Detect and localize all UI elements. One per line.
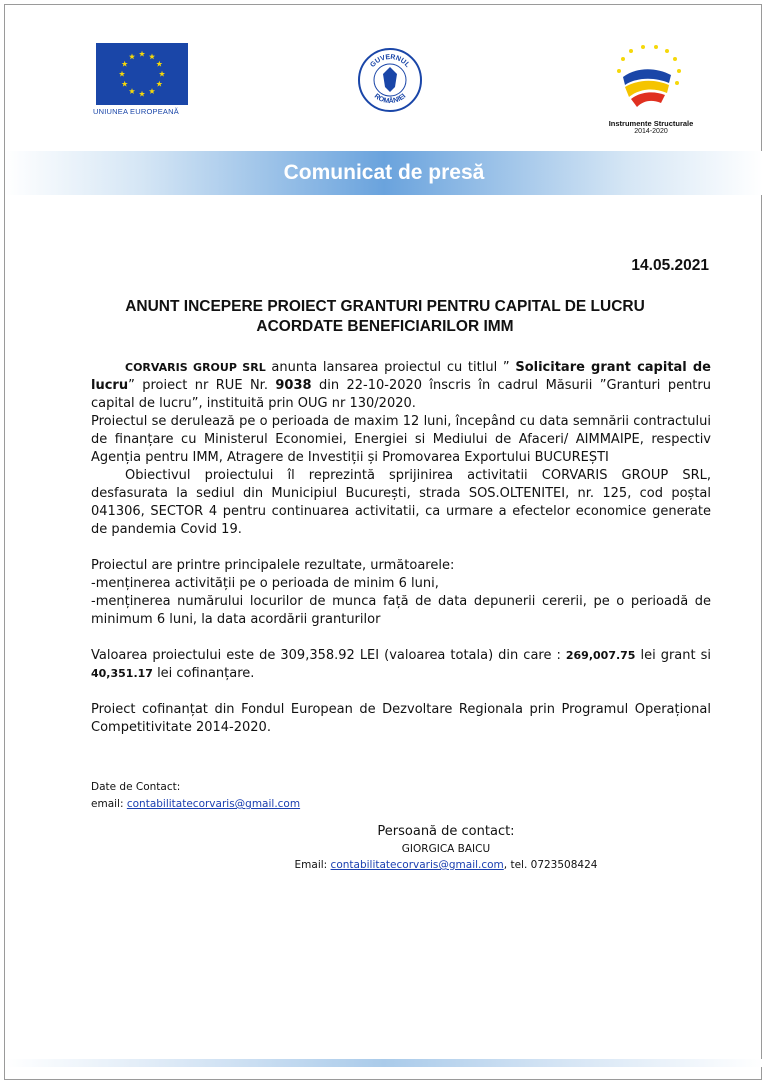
contact-label: Date de Contact: xyxy=(91,781,181,793)
headline-line-2: ACORDATE BENEFICIARILOR IMM xyxy=(256,318,514,335)
company-name: CORVARIS GROUP SRL xyxy=(125,361,266,374)
instrumente-structurale-logo xyxy=(601,41,701,135)
eu-star xyxy=(149,53,155,59)
headline xyxy=(65,297,705,337)
release-date: 14.05.2021 xyxy=(631,257,709,274)
value-text-a: Valoarea proiectului este de 309,358.92 LEI (valoarea totala) din care : xyxy=(91,648,566,663)
project-title: Solicitare grant capital de lucru xyxy=(91,360,711,393)
svg-text:ROMÂNIEI xyxy=(373,93,408,105)
contact-email-link[interactable]: contabilitatecorvaris@gmail.com xyxy=(126,798,301,810)
is-years: 2014-2020 xyxy=(634,128,668,135)
eu-star xyxy=(119,71,125,77)
grant-amount: 269,007.75 xyxy=(565,649,636,662)
email-label-2: Email: xyxy=(294,859,331,871)
contact-phone: , tel. 0723508424 xyxy=(503,859,598,871)
eu-star xyxy=(122,81,128,87)
eu-flag-icon xyxy=(96,43,188,105)
government-seal-icon xyxy=(357,47,423,113)
eu-star xyxy=(129,53,135,59)
press-release-page xyxy=(4,4,762,1080)
contact-person-name: GIORGICA BAICU xyxy=(401,843,491,855)
is-label: Instrumente Structurale xyxy=(608,119,694,128)
body-text xyxy=(91,359,711,737)
seal-text-top: GUVERNUL xyxy=(369,53,411,69)
instrumente-structurale-icon xyxy=(601,41,701,113)
paragraph-value xyxy=(91,647,711,683)
eu-star xyxy=(159,71,165,77)
eu-star xyxy=(139,51,145,57)
results-intro: Proiectul are printre principalele rezultate, următoarele: xyxy=(91,558,455,573)
contact-person-email-row xyxy=(211,857,681,873)
contact-block xyxy=(91,779,300,813)
banner-title: Comunicat de presă xyxy=(283,161,485,184)
contact-person-title: Persoană de contact: xyxy=(377,824,515,839)
eu-logo xyxy=(93,43,193,116)
footer-bar xyxy=(5,1059,763,1067)
headline-line-1: ANUNT INCEPERE PROIECT GRANTURI PENTRU CAPITAL DE LUCRU xyxy=(125,298,645,315)
seal-text-bottom: ROMÂNIEI xyxy=(372,92,408,106)
paragraph-cofinance: Proiect cofinanțat din Fondul European de Dezvoltare Regionala prin Programul Operațional Competitivitate 2014-2020. xyxy=(91,702,711,735)
contact-email-row xyxy=(91,796,300,813)
value-text-c: lei cofinanțare. xyxy=(152,666,255,681)
paragraph-duration: Proiectul se derulează pe o perioada de maxim 12 luni, începând cu data semnării contractului de finanțare cu Ministerul Economiei, Energiei si Mediului de Afaceri/ AIMMAIPE, respectiv Agenția pentru IMM, Atragere de Investiții și Promovarea Exportului BUCUREȘTI xyxy=(91,414,711,465)
result-item-1: -menținerea activității pe o perioada de minim 6 luni, xyxy=(91,576,439,591)
eu-star xyxy=(122,61,128,67)
rue-number: 9038 xyxy=(275,378,312,393)
title-banner xyxy=(5,151,763,195)
eu-star xyxy=(129,88,135,94)
intro-text-b: ” proiect nr RUE Nr. xyxy=(128,378,276,393)
cofinance-amount: 40,351.17 xyxy=(91,667,153,680)
eu-star xyxy=(156,81,162,87)
eu-star xyxy=(149,88,155,94)
eu-star xyxy=(156,61,162,67)
result-item-2: -menținerea numărului locurilor de munca față de data depunerii cererii, pe o perioadă de minimum 6 luni, la data acordării granturilor xyxy=(91,594,711,627)
value-text-b: lei grant si xyxy=(635,648,711,663)
email-label: email: xyxy=(91,798,127,810)
contact-person-email-link[interactable]: contabilitatecorvaris@gmail.com xyxy=(330,859,504,871)
contact-person-block xyxy=(211,823,681,873)
eu-star xyxy=(139,91,145,97)
paragraph-intro xyxy=(91,359,711,413)
intro-text-a: anunta lansarea proiectul cu titlul ” xyxy=(265,360,516,375)
intro-text-c: din 22-10-2020 înscris în cadrul Măsurii ”Granturi pentru capital de lucru”, instituită prin OUG nr 130/2020. xyxy=(91,378,711,411)
svg-text:GUVERNUL xyxy=(369,54,411,70)
eu-label: UNIUNEA EUROPEANĂ xyxy=(93,107,179,116)
paragraph-objective: Obiectivul proiectului îl reprezintă sprijinirea activitatii CORVARIS GROUP SRL, desfasurata la sediul din Municipiul București, strada SOS.OLTENITEI, nr. 125, cod poștal 041306, SECTOR 4 pentru continuarea activitatii, ca urmare a efectelor economice generate de pandemia Covid 19. xyxy=(91,468,711,537)
